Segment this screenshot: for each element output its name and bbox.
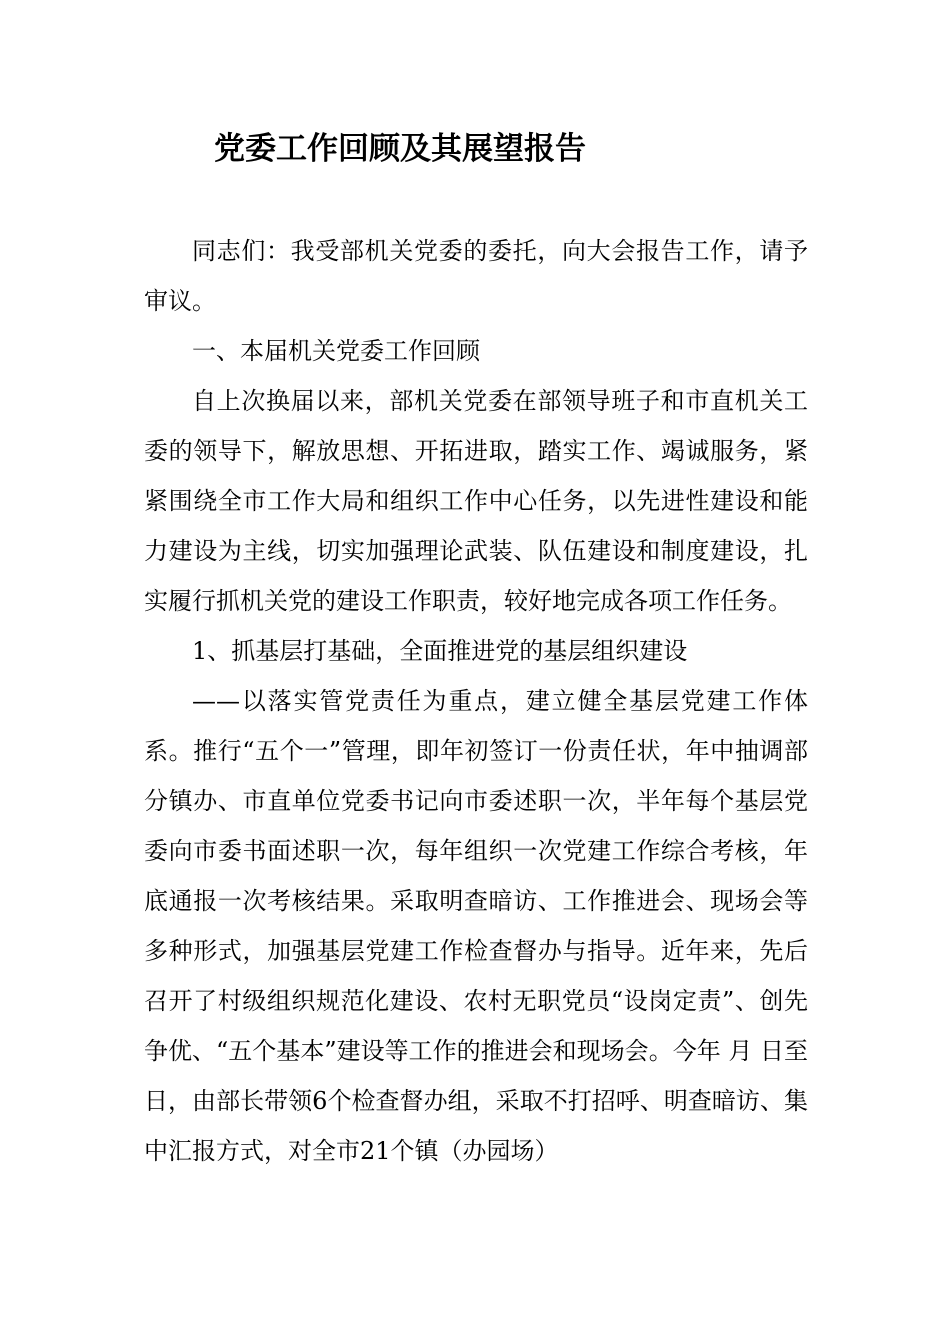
greeting-paragraph: 同志们：我受部机关党委的委托，向大会报告工作，请予审议。 [144, 237, 808, 315]
document-title: 党委工作回顾及其展望报告 [214, 131, 586, 167]
body-paragraph: ——以落实管党责任为重点，建立健全基层党建工作体系。推行“五个一”管理，即年初签订一份责任状，年中抽调部分镇办、市直单位党委书记向市委述职一次，半年每个基层党委向市委书面述职一次，每年组织一次党建工作综合考核，年底通报一次考核结果。采取明查暗访、工作推进会、现场会等多种形式，加强基层党建工作检查督办与指导。近年来，先后召开了村级组织规范化建设、农村无职党员“设岗定责”、创先争优、“五个基本”建设等工作的推进会和现场会。今年 月 日至 日，由部长带领6个检查督办组，采取不打招呼、明查暗访、集中汇报方式，对全市21个镇（办园场） [144, 687, 808, 1165]
subsection-heading: 1、抓基层打基础，全面推进党的基层组织建设 [192, 637, 688, 665]
body-paragraph: 自上次换届以来，部机关党委在部领导班子和市直机关工委的领导下，解放思想、开拓进取，踏实工作、竭诚服务，紧紧围绕全市工作大局和组织工作中心任务，以先进性建设和能力建设为主线，切实加强理论武装、队伍建设和制度建设，扎实履行抓机关党的建设工作职责，较好地完成各项工作任务。 [144, 387, 808, 615]
document-body [144, 226, 808, 1176]
section-heading: 一、本届机关党委工作回顾 [192, 337, 480, 365]
